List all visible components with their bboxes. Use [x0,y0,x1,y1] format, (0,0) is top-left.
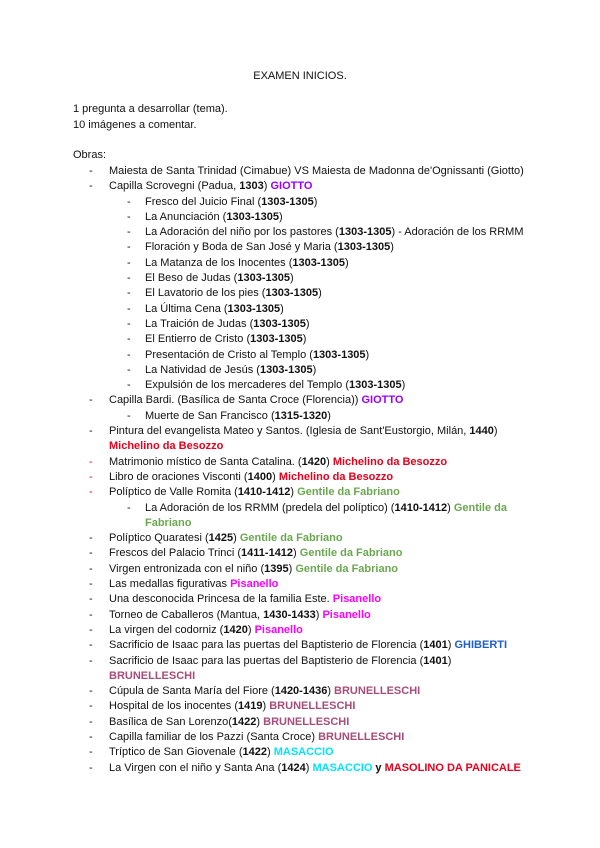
date-text: 1424 [281,761,306,774]
item-text: Políptico de Valle Romita ( [109,486,238,499]
date-text: 1303-1305 [337,241,391,254]
item-text: ) [263,180,271,193]
bullet-dash-icon: - [89,715,93,728]
bullet-dash-icon: - [89,623,93,636]
artist-name: MASACCIO [273,746,334,759]
artist-name: GIOTTO [361,394,404,407]
item-text: ) [447,639,455,652]
item-text: Sacrificio de Isaac para las puertas del Baptisterio de Florencia ( [109,639,424,652]
intro-block [73,102,228,133]
list-item [0,485,600,500]
artist-name: Gentile da Fabriano [239,532,343,545]
list-item [0,745,600,760]
item-text: La Natividad de Jesús ( [145,363,260,376]
bullet-dash-icon: - [89,562,93,575]
artist-name: Gentile da Fabriano [299,547,403,560]
item-text: ) [326,455,333,468]
date-text: 1411-1412 [241,547,294,560]
sub-list-item [0,501,600,532]
bullet-dash-icon: - [89,593,93,606]
item-text: Tríptico de San Giovenale ( [109,746,243,759]
bullet-dash-icon: - [127,409,131,422]
item-text: Torneo de Caballeros (Mantua, [109,608,264,621]
bullet-dash-icon: - [127,302,131,315]
bullet-dash-icon: - [89,180,93,193]
intro-line: 1 pregunta a desarrollar (tema). [73,103,228,115]
list-item [0,470,600,485]
date-text: 1420 [223,623,248,636]
artist-name: Gentile da Fabriano [295,562,399,575]
item-text: La Última Cena ( [145,302,228,315]
date-text: 1303-1305 [226,210,279,223]
bullet-dash-icon: - [89,654,93,667]
date-text: 1430-1433 [263,608,316,621]
item-text: Frescos del Palacio Trinci ( [109,547,242,560]
item-text: Virgen entronizada con el niño ( [109,562,265,575]
sub-list-item [0,286,600,301]
artist-name: Gentile da Fabriano [297,486,400,499]
item-text: ) [365,348,370,361]
date-text: 1420 [301,455,327,468]
bullet-dash-icon: - [127,363,131,376]
item-text: ) [305,761,313,774]
item-text: La Matanza de los Inocentes ( [145,256,293,269]
page-title: EXAMEN INICIOS. [253,70,347,82]
item-text: La virgen del codorniz ( [109,623,224,636]
item-text: ) [327,685,335,698]
date-text: 1303-1305 [250,333,303,346]
artist-name: Michelino da Besozzo [109,440,224,453]
bullet-dash-icon: - [89,425,93,438]
bullet-dash-icon: - [127,195,131,208]
bullet-dash-icon: - [127,210,131,223]
sub-list-item [0,195,600,210]
list-item [0,761,600,776]
item-text: Capilla familiar de los Pazzi (Santa Croce) [109,730,319,743]
item-text: Pintura del evangelista Mateo y Santos. (Iglesia de Sant'Eustorgio, Milán, [109,425,470,438]
obras-label: Obras: [73,149,107,161]
list-item [0,577,600,592]
item-text: ) [447,501,454,514]
list-item [0,654,600,685]
item-text: Basílica de San Lorenzo( [109,715,232,728]
sub-list-item [0,256,600,271]
item-text: Las medallas figurativas [109,578,231,591]
item-text: ) [247,623,255,636]
list-item [0,623,600,638]
item-text: ) [305,317,310,330]
date-text: 1303-1305 [227,302,281,315]
artist-name: Michelino da Besozzo [332,455,448,468]
sub-list-item [0,378,600,393]
bullet-dash-icon: - [89,700,93,713]
date-text: 1303-1305 [237,272,290,285]
bullet-dash-icon: - [127,317,131,330]
item-text: ) [318,287,322,300]
list-item [0,546,600,561]
obras-list [0,164,600,776]
date-text: 1422 [242,746,267,759]
item-text: ) [289,272,294,285]
item-text: ) [233,532,240,545]
item-text: ) [290,486,298,499]
item-text: Políptico Quaratesi ( [109,532,209,545]
list-item [0,424,600,455]
item-text: ) - Adoración de los RRMM [391,226,524,239]
item-text: Libro de oraciones Visconti ( [109,470,248,483]
artist-name: MASACCIO [312,761,373,774]
item-text: Capilla Bardi. (Basílica de Santa Croce (Florencia)) [109,394,362,407]
sub-list-item [0,332,600,347]
item-text: La Virgen con el niño y Santa Ana ( [109,761,282,774]
artist-name: MASOLINO DA PANICALE [384,761,521,774]
item-text: ) [262,700,270,713]
artist-name: BRUNELLESCHI [109,669,196,682]
item-text: Floración y Boda de San José y Maria ( [145,241,338,254]
item-text: ) [447,654,452,667]
item-text: El Entierro de Cristo ( [145,333,251,346]
bullet-dash-icon: - [89,165,93,177]
item-text: Muerte de San Francisco ( [145,409,275,422]
sub-list-item [0,363,600,378]
item-text: ) [327,409,331,422]
item-text: ) [272,470,279,483]
date-text: 1400 [247,470,273,483]
date-text: 1303-1305 [261,195,314,208]
item-text: ) [344,256,349,269]
artist-name: BRUNELLESCHI [263,715,350,728]
item-text: ) [288,562,296,575]
sub-list-item [0,240,600,255]
date-text: 1303-1305 [349,379,402,392]
sub-list-item [0,271,600,286]
artist-name: Pisanello [254,623,303,636]
date-text: 1410-1412 [394,501,448,514]
artist-name: Pisanello [230,578,279,591]
item-text: El Beso de Judas ( [145,272,238,285]
item-text: ) [293,547,300,560]
bullet-dash-icon: - [127,287,131,300]
sub-list-item [0,302,600,317]
sub-list-item [0,210,600,225]
sub-list-item [0,225,600,240]
date-text: 1401 [423,639,448,652]
item-text: El Lavatorio de los pies ( [145,287,266,300]
date-text: 1315-1320 [274,409,328,422]
item-text: ) [302,333,307,346]
date-text: 1303-1305 [292,256,345,269]
list-item [0,562,600,577]
list-item [0,455,600,470]
item-text: ) [280,302,284,315]
date-text: 1419 [238,700,263,713]
date-text: 1303-1305 [253,317,306,330]
bullet-dash-icon: - [127,256,131,269]
bullet-dash-icon: - [89,730,93,743]
date-text: 1420-1436 [274,685,328,698]
artist-name: y [372,761,385,774]
item-text: La Adoración de los RRMM (predela del políptico) ( [145,501,395,514]
bullet-dash-icon: - [89,639,93,652]
item-text: Matrimonio místico de Santa Catalina. ( [109,455,302,468]
date-text: 1303-1305 [259,363,313,376]
artist-name: BRUNELLESCHI [269,700,356,713]
sub-list-item [0,409,600,424]
item-text: ) [493,425,498,438]
date-text: 1440 [469,425,494,438]
item-text: ) [390,241,394,254]
bullet-dash-icon: - [89,455,93,468]
bullet-dash-icon: - [89,746,93,759]
artist-name: Pisanello [322,608,371,621]
artist-name: BRUNELLESCHI [318,730,405,743]
date-text: 1395 [264,562,289,575]
artist-name: Gentile da Fabriano [145,501,507,529]
intro-line: 10 imágenes a comentar. [73,118,197,131]
date-text: 1422 [231,715,257,728]
date-text: 1303 [239,180,264,193]
date-text: 1410-1412 [237,486,291,499]
date-text: 1425 [208,532,234,545]
bullet-dash-icon: - [89,547,93,560]
artist-name: BRUNELLESCHI [334,685,421,698]
bullet-dash-icon: - [89,608,93,621]
item-text: Presentación de Cristo al Templo ( [145,348,313,361]
list-item [0,164,600,179]
item-text: Cúpula de Santa María del Fiore ( [109,685,275,698]
list-item [0,730,600,745]
item-text: Expulsión de los mercaderes del Templo ( [145,379,350,392]
item-text: La Adoración del niño por los pastores ( [145,226,339,239]
bullet-dash-icon: - [89,578,93,591]
artist-name: Michelino da Besozzo [278,470,394,483]
list-item [0,699,600,714]
item-text: ) [278,210,283,223]
date-text: 1303-1305 [338,226,392,239]
item-text: Una desconocida Princesa de la familia Este. [109,593,333,606]
bullet-dash-icon: - [127,226,131,239]
bullet-dash-icon: - [127,348,131,361]
bullet-dash-icon: - [89,394,93,407]
item-text: Hospital de los inocentes ( [109,700,239,713]
item-text: La Anunciación ( [145,210,227,223]
bullet-dash-icon: - [89,761,93,774]
list-item [0,608,600,623]
artist-name: GIOTTO [270,180,313,193]
date-text: 1401 [423,654,448,667]
item-text: Capilla Scrovegni (Padua, [109,180,240,193]
list-item [0,393,600,408]
list-item [0,592,600,607]
date-text: 1303-1305 [312,348,366,361]
item-text: Maiesta de Santa Trinidad (Cimabue) VS Maiesta de Madonna de'Ognissanti (Giotto) [109,165,524,177]
item-text: ) [315,608,323,621]
list-item [0,638,600,653]
bullet-dash-icon: - [89,470,93,483]
bullet-dash-icon: - [89,486,93,499]
date-text: 1303-1305 [265,287,319,300]
item-text: Fresco del Juicio Final ( [145,195,262,208]
item-text: ) [312,363,317,376]
item-text: La Traición de Judas ( [145,317,254,330]
bullet-dash-icon: - [127,241,131,254]
item-text: ) [401,379,406,392]
list-item [0,531,600,546]
sub-list-item [0,317,600,332]
item-text: ) [266,746,274,759]
item-text: ) [313,195,318,208]
item-text: ) [256,715,264,728]
bullet-dash-icon: - [127,333,131,346]
bullet-dash-icon: - [127,272,131,285]
sub-list-item [0,348,600,363]
bullet-dash-icon: - [127,379,131,392]
artist-name: Pisanello [332,593,382,606]
list-item [0,715,600,730]
bullet-dash-icon: - [89,532,93,545]
list-item [0,179,600,194]
list-item [0,684,600,699]
artist-name: GHIBERTI [454,639,508,652]
bullet-dash-icon: - [89,685,93,698]
bullet-dash-icon: - [127,501,131,514]
item-text: Sacrificio de Isaac para las puertas del Baptisterio de Florencia ( [109,654,424,667]
